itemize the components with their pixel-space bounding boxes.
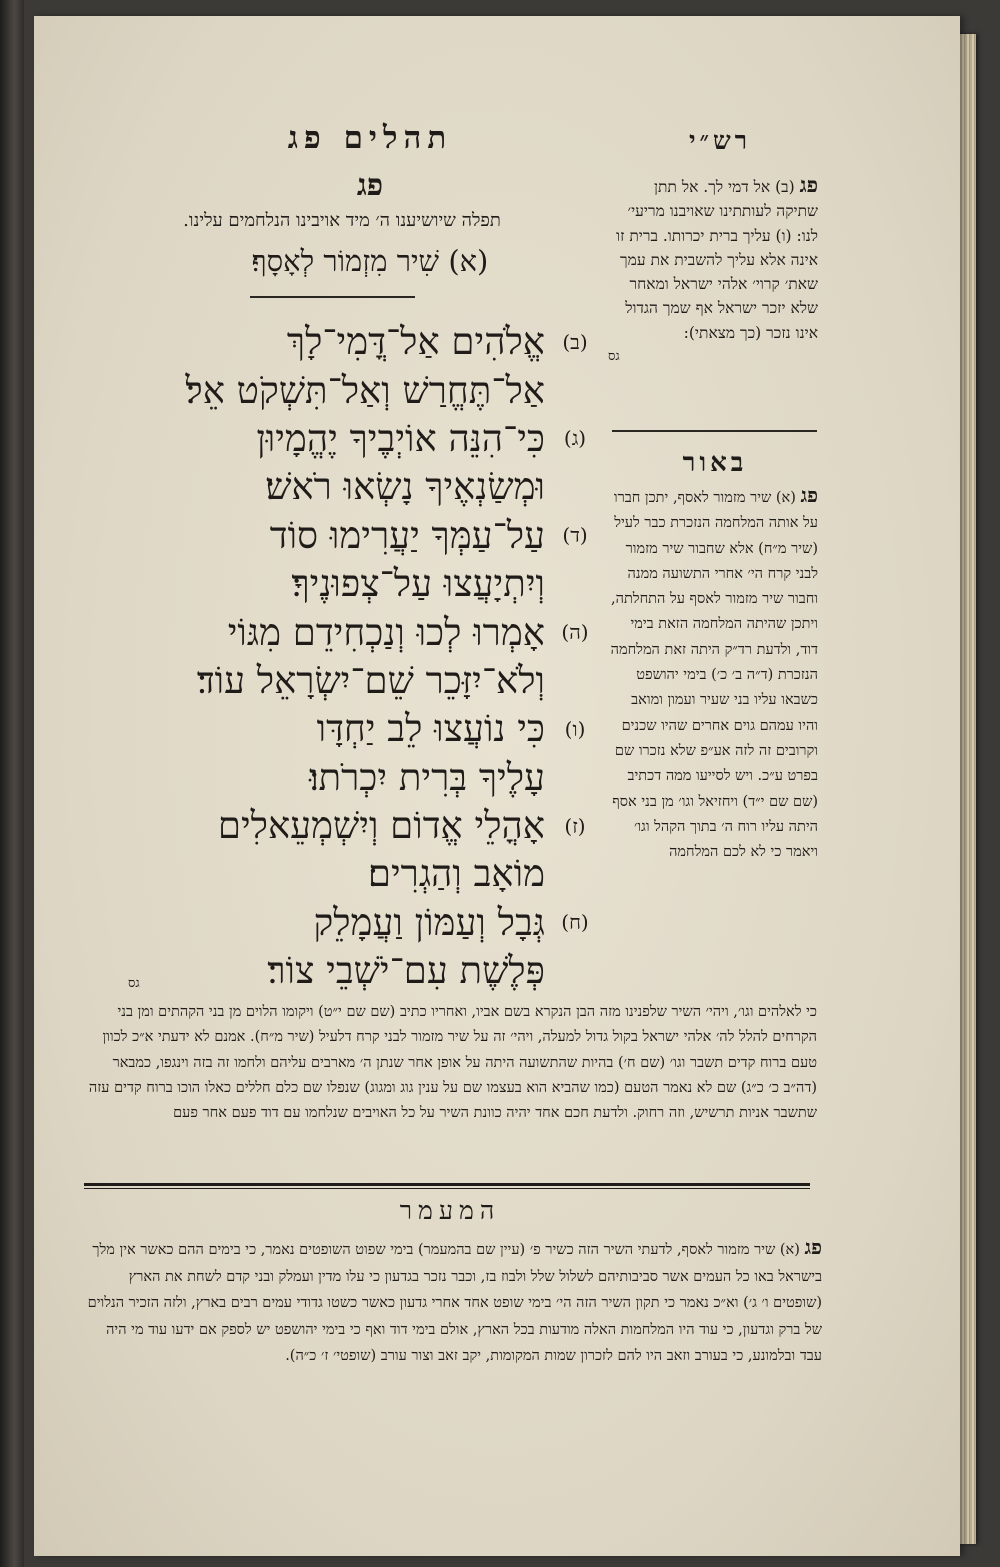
maamar-text: (א) שיר מזמור לאסף, לדעתי השיר הזה כשיר פ׳ (עיין שם בהמעמר) בימי שפוט השופטים נאמר, כי בימים ההם כאשר אין מלך בישראל באו כל העמים אשר סביבותיהם לשלול שלל ולבוז בז, וכבר נזכר בגדעון כי עלו מדין ועמלק ובני קדם לשחת את הארץ (שופטים ו׳ ג׳) וא״כ נאמר כי תקון השיר הזה הי׳ בימי שופט אחד אחרי גדעון כאשר כשטו גדודי עמים רבים בארץ, ולזה הזכיר הנלוים של ברק וגדעון, כי עוד היו המלחמות האלה מודעות בכל הארץ, אולם בימי דוד ואף כי בימי יהושפט יש לספק אם ידעו עוד מי היה עבד ובלמונע, כי בעורב וזאב היו להם לזכרון שמות המקומות, יקב זאב וצור עורב (שופטי׳ ז׳ כ״ה). — [87, 1242, 822, 1364]
verse-line — [130, 463, 605, 511]
verse-text: עָלֶיךָ בְּרִית יִכְרֹתוּ׃ — [309, 755, 545, 799]
verse-text: אָהֳלֵי אֱדוֹם וְיִשְׁמְעֵאלִים — [217, 804, 545, 848]
verse-line — [130, 560, 605, 608]
verse-number: (ג) — [563, 426, 587, 451]
divider — [612, 430, 817, 432]
rashi-lead: פג — [799, 172, 818, 197]
rashi-signature-mark: גס — [608, 349, 620, 365]
verse-text: כִּי־הִנֵּה אוֹיְבֶיךָ יֶהֱמָיוּן — [256, 416, 545, 460]
verse-text: אֱלֹהִים אַל־דֳּמִי־לָךְ — [286, 320, 545, 364]
rashi-text: (ב) אל דמי לך. אל תתן שתיקה לעותתינו שאויבנו מריעי׳ לנו: (ו) עליך ברית יכרותו. ברית זו אינה אלא עליך להשבית את עמך שאת׳ קרוי׳ אלהי ישראל ומאחר שלא יזכר ישראל אף שמך הגדול אינו נזכר (כך מצאתי): — [616, 178, 818, 342]
verse-line — [130, 705, 605, 753]
verse-text: אַל־תֶּחֱרַשׁ וְאַל־תִּשְׁקֹט אֵל׃ — [185, 368, 545, 412]
verse-line — [130, 512, 605, 560]
psalm-superscription: (א) שִׁיר מִזְמוֹר לְאָסָף׃ — [251, 244, 489, 278]
verse-number: (ד) — [562, 523, 588, 548]
biur-continuation: כי לאלהים וגו׳, ויהי׳ השיר שלפנינו מזה הבן הנקרא בשם אביו, ואחריו כתיב (שם שם י״ט) ויקומו הלוים מן בני הקהתים ומן בני הקרחים להלל לה׳ אלהי ישראל בקול גדול למעלה, ויהי׳ זה על שיר מזמור לבני קרח דלעיל (שיר מ״ח). אמנם לא ידעתי א״כ לכוון טעם ברוח קדים תשבר וגו׳ (שם ח׳) בהיות שהתשועה היתה על אופן אחר שנתן ה׳ מארבים עליהם ולחמו זה בזה וינגפו, כמבאר (דה״ב כ׳ כ״ג) שם לא נאמר הטעם (כמו שהביא הוא בעצמו שם על ענין גוג ומגוג) שנפלו שם כלם חללים כאלו הוכו ברוח קדים עזה שתשבר אניות תרשיש, וזה רחוק. ולדעת חכם אחד יהיה כוונת השיר על כל האויבים שנלחמו עם דוד פעם אחר פעם — [88, 1004, 817, 1122]
rashi-commentary — [608, 173, 818, 369]
chapter-number: פג — [356, 168, 384, 203]
biur-lead: פג — [800, 483, 818, 507]
book-spine — [0, 0, 24, 1567]
verse-line — [130, 608, 605, 656]
biur-title: באור — [682, 448, 748, 478]
verse-text: וּמְשַׂנְאֶיךָ נָשְׂאוּ רֹאשׁ׃ — [265, 465, 545, 509]
verse-text: אָמְרוּ לְכוּ וְנַכְחִידֵם מִגּוֹי — [227, 610, 545, 654]
verse-text: עַל־עַמְּךָ יַעֲרִימוּ סוֹד — [269, 513, 545, 557]
maamar-lead: פג — [804, 1235, 822, 1259]
verse-line — [130, 754, 605, 802]
verse-text: כִּי נוֹעֲצוּ לֵב יַחְדָּו — [316, 707, 545, 751]
verse-text: וְלֹא־יִזָּכֵר שֵׁם־יִשְׂרָאֵל עוֹד׃ — [196, 658, 545, 702]
biur-column — [608, 483, 818, 865]
verse-line — [130, 318, 605, 366]
divider — [250, 296, 415, 298]
commentary-title: רש״י — [688, 126, 752, 155]
signature-mark: גס — [128, 976, 140, 991]
chapter-summary: תפלה שיושיענו ה׳ מיד אויבינו הנלחמים עלינו. — [183, 210, 501, 231]
verse-text: גְּבָל וְעַמּוֹן וַעֲמָלֵק — [313, 900, 545, 944]
verse-number: (ז) — [564, 813, 586, 838]
verse-text: מוֹאָב וְהַגְרִים׃ — [367, 852, 545, 896]
verse-number: (ו) — [564, 716, 586, 741]
verse-line — [130, 366, 605, 414]
verse-number: (ב) — [562, 329, 588, 354]
book-title: תהלים פג — [287, 120, 453, 156]
divider — [84, 1183, 810, 1186]
verse-line — [130, 947, 605, 995]
verse-text: פְּלֶשֶׁת עִם־יֹשְׁבֵי צוֹר׃ — [267, 949, 545, 993]
verse-line — [130, 899, 605, 947]
divider — [84, 1188, 810, 1189]
biur-text: (א) שיר מזמור לאסף, יתכן חברו על אותה המלחמה הנזכרת כבר לעיל (שיר מ״ח) אלא שחבור שיר מזמור לבני קרח הי׳ אחרי התשועה ממנה וחבור שיר מזמור לאסף על התחלתה, ויתכן שהיתה המלחמה הזאת בימי דוד, ולדעת רד״ק היתה זאת המלחמה הנזכרת (ד״ה ב׳ כ׳) בימי יהושפט כשבאו עליו בני שעיר ועמון ומואב והיו עמהם גוים אחרים שהיו שכנים וקרובים זה לזה אע״פ שלא נזכרו שם בפרט ע״כ. ויש לסייעו ממה דכתיב (שם שם י״ד) ויחזיאל וגו׳ מן בני אסף היתה עליו רוח ה׳ בתוך הקהל וגו׳ ויאמר כי לא לכם המלחמה — [610, 490, 818, 861]
maamar-title: המעמר — [399, 1196, 501, 1225]
verse-number: (ה) — [561, 620, 589, 645]
verse-text: וְיִתְיָעֲצוּ עַל־צְפוּנֶיךָ׃ — [291, 562, 545, 606]
verse-block — [130, 318, 605, 995]
verse-line — [130, 850, 605, 898]
verse-line — [130, 802, 605, 850]
maamar-commentary — [82, 1234, 822, 1370]
verse-number: (ח) — [561, 910, 589, 935]
verse-line — [130, 657, 605, 705]
verse-line — [130, 415, 605, 463]
